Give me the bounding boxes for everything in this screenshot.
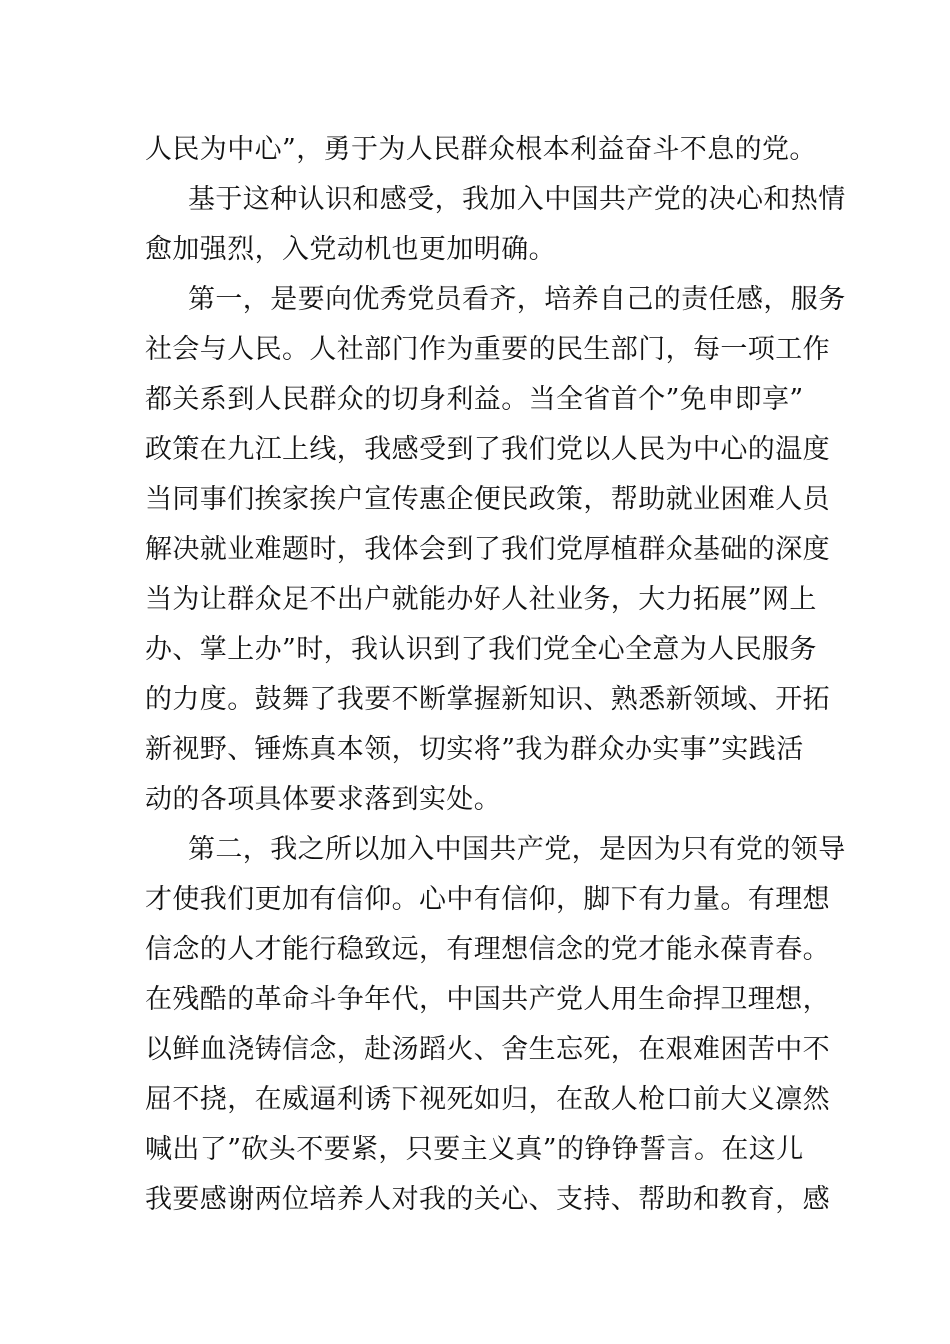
text-line: 信念的人才能行稳致远，有理想信念的党才能永葆青春。 (145, 934, 830, 965)
text-line: 的力度。鼓舞了我要不断掌握新知识、熟悉新领域、开拓 (145, 684, 830, 715)
text-line: 解决就业难题时，我体会到了我们党厚植群众基础的深度 (145, 534, 830, 565)
text-line: 社会与人民。人社部门作为重要的民生部门，每一项工作 (145, 334, 830, 365)
text-line: 我要感谢两位培养人对我的关心、支持、帮助和教育，感 (145, 1184, 830, 1215)
text-line: 都关系到人民群众的切身利益。当全省首个”免申即享” (145, 384, 804, 415)
text-line: 在残酷的革命斗争年代，中国共产党人用生命捍卫理想， (145, 984, 830, 1015)
text-line: 屈不挠，在威逼利诱下视死如归，在敌人枪口前大义凛然 (145, 1084, 830, 1115)
text-line: 新视野、锤炼真本领，切实将”我为群众办实事”实践活 (145, 734, 804, 765)
text-line: 人民为中心”，勇于为人民群众根本利益奋斗不息的党。 (145, 134, 817, 165)
text-line: 当为让群众足不出户就能办好人社业务，大力拓展”网上 (145, 584, 817, 615)
text-line: 愈加强烈，入党动机也更加明确。 (145, 234, 556, 265)
text-line: 动的各项具体要求落到实处。 (145, 784, 502, 815)
text-line: 政策在九江上线，我感受到了我们党以人民为中心的温度 (145, 434, 830, 465)
paragraph-first-line: 第一，是要向优秀党员看齐，培养自己的责任感，服务 (188, 284, 846, 315)
text-line: 喊出了”砍头不要紧，只要主义真”的铮铮誓言。在这儿 (145, 1134, 804, 1165)
text-line: 才使我们更加有信仰。心中有信仰，脚下有力量。有理想 (145, 884, 830, 915)
paragraph-first-line: 基于这种认识和感受，我加入中国共产党的决心和热情 (188, 184, 846, 215)
text-line: 办、掌上办”时，我认识到了我们党全心全意为人民服务 (145, 634, 817, 665)
paragraph-first-line: 第二，我之所以加入中国共产党，是因为只有党的领导 (188, 834, 846, 865)
text-line: 当同事们挨家挨户宣传惠企便民政策，帮助就业困难人员 (145, 484, 830, 515)
text-line: 以鲜血浇铸信念，赴汤蹈火、舍生忘死，在艰难困苦中不 (145, 1034, 830, 1065)
